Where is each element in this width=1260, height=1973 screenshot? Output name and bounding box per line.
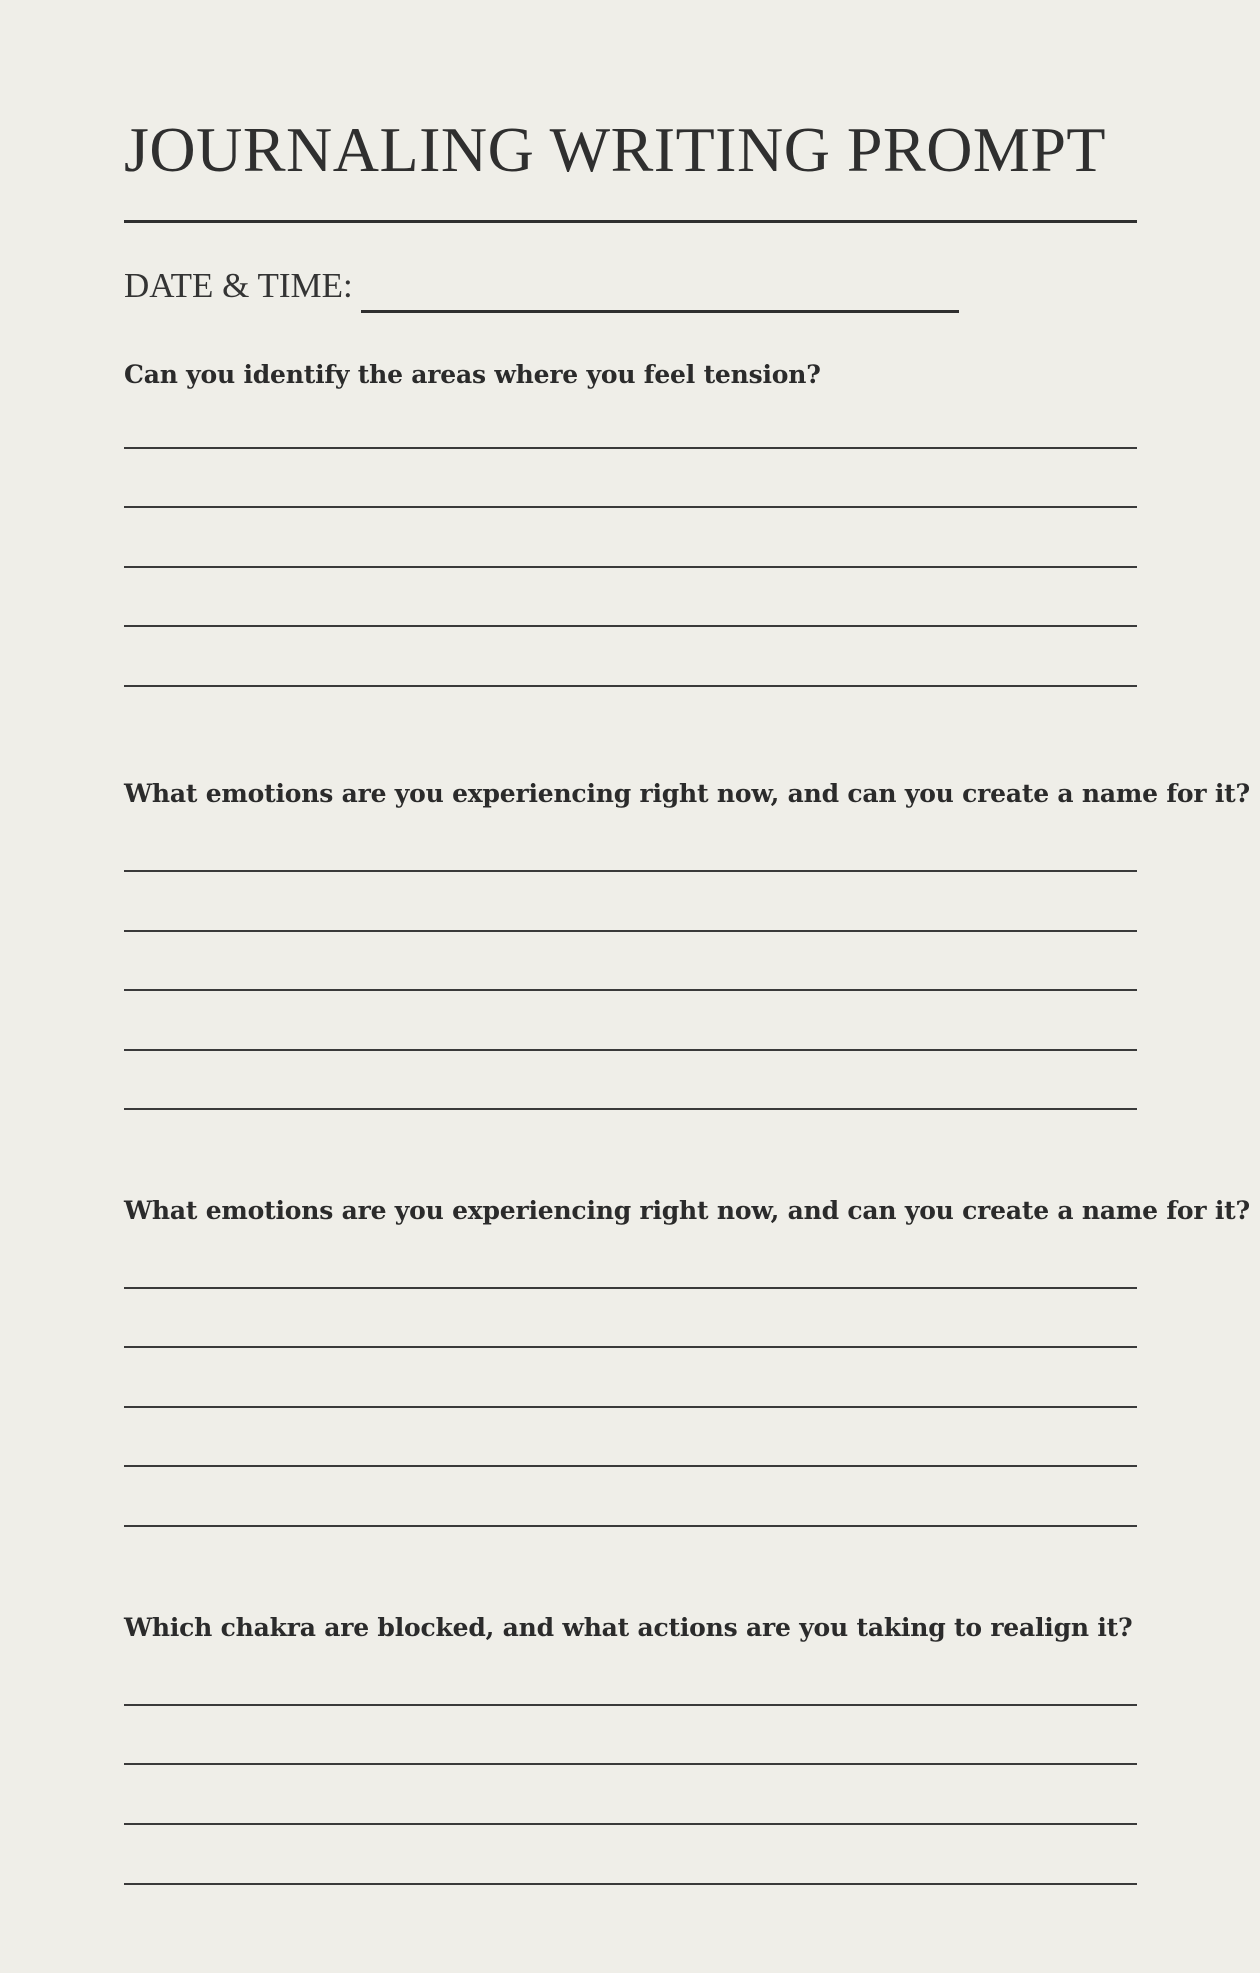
- prompt-2-write-line[interactable]: [124, 870, 1137, 872]
- prompt-2-write-line[interactable]: [124, 930, 1137, 932]
- date-time-row: [124, 268, 959, 303]
- prompt-1-write-line[interactable]: [124, 685, 1137, 687]
- prompt-4-write-line[interactable]: [124, 1704, 1137, 1706]
- prompt-4: Which chakra are blocked, and what actions are you taking to realign it?: [124, 1613, 1133, 1642]
- prompt-2-write-line[interactable]: [124, 1049, 1137, 1051]
- prompt-3-write-line[interactable]: [124, 1465, 1137, 1467]
- prompt-3-write-line[interactable]: [124, 1406, 1137, 1408]
- prompt-1-write-line[interactable]: [124, 447, 1137, 449]
- prompt-1-write-line[interactable]: [124, 625, 1137, 627]
- prompt-1: Can you identify the areas where you feel tension?: [124, 360, 821, 389]
- prompt-4-write-line[interactable]: [124, 1763, 1137, 1765]
- prompt-3-write-line[interactable]: [124, 1525, 1137, 1527]
- prompt-3-write-line[interactable]: [124, 1287, 1137, 1289]
- title-divider: [124, 220, 1137, 223]
- date-time-label: DATE & TIME:: [124, 266, 353, 305]
- prompt-2-write-line[interactable]: [124, 1108, 1137, 1110]
- prompt-2-write-line[interactable]: [124, 989, 1137, 991]
- prompt-1-write-line[interactable]: [124, 566, 1137, 568]
- prompt-3: What emotions are you experiencing right now, and can you create a name for it?: [124, 1196, 1250, 1225]
- prompt-3-write-line[interactable]: [124, 1346, 1137, 1348]
- prompt-1-write-line[interactable]: [124, 506, 1137, 508]
- prompt-4-write-line[interactable]: [124, 1823, 1137, 1825]
- page-title: JOURNALING WRITING PROMPT: [124, 114, 1106, 185]
- prompt-2: What emotions are you experiencing right now, and can you create a name for it?: [124, 779, 1250, 808]
- date-time-write-line[interactable]: [361, 310, 959, 313]
- prompt-4-write-line[interactable]: [124, 1883, 1137, 1885]
